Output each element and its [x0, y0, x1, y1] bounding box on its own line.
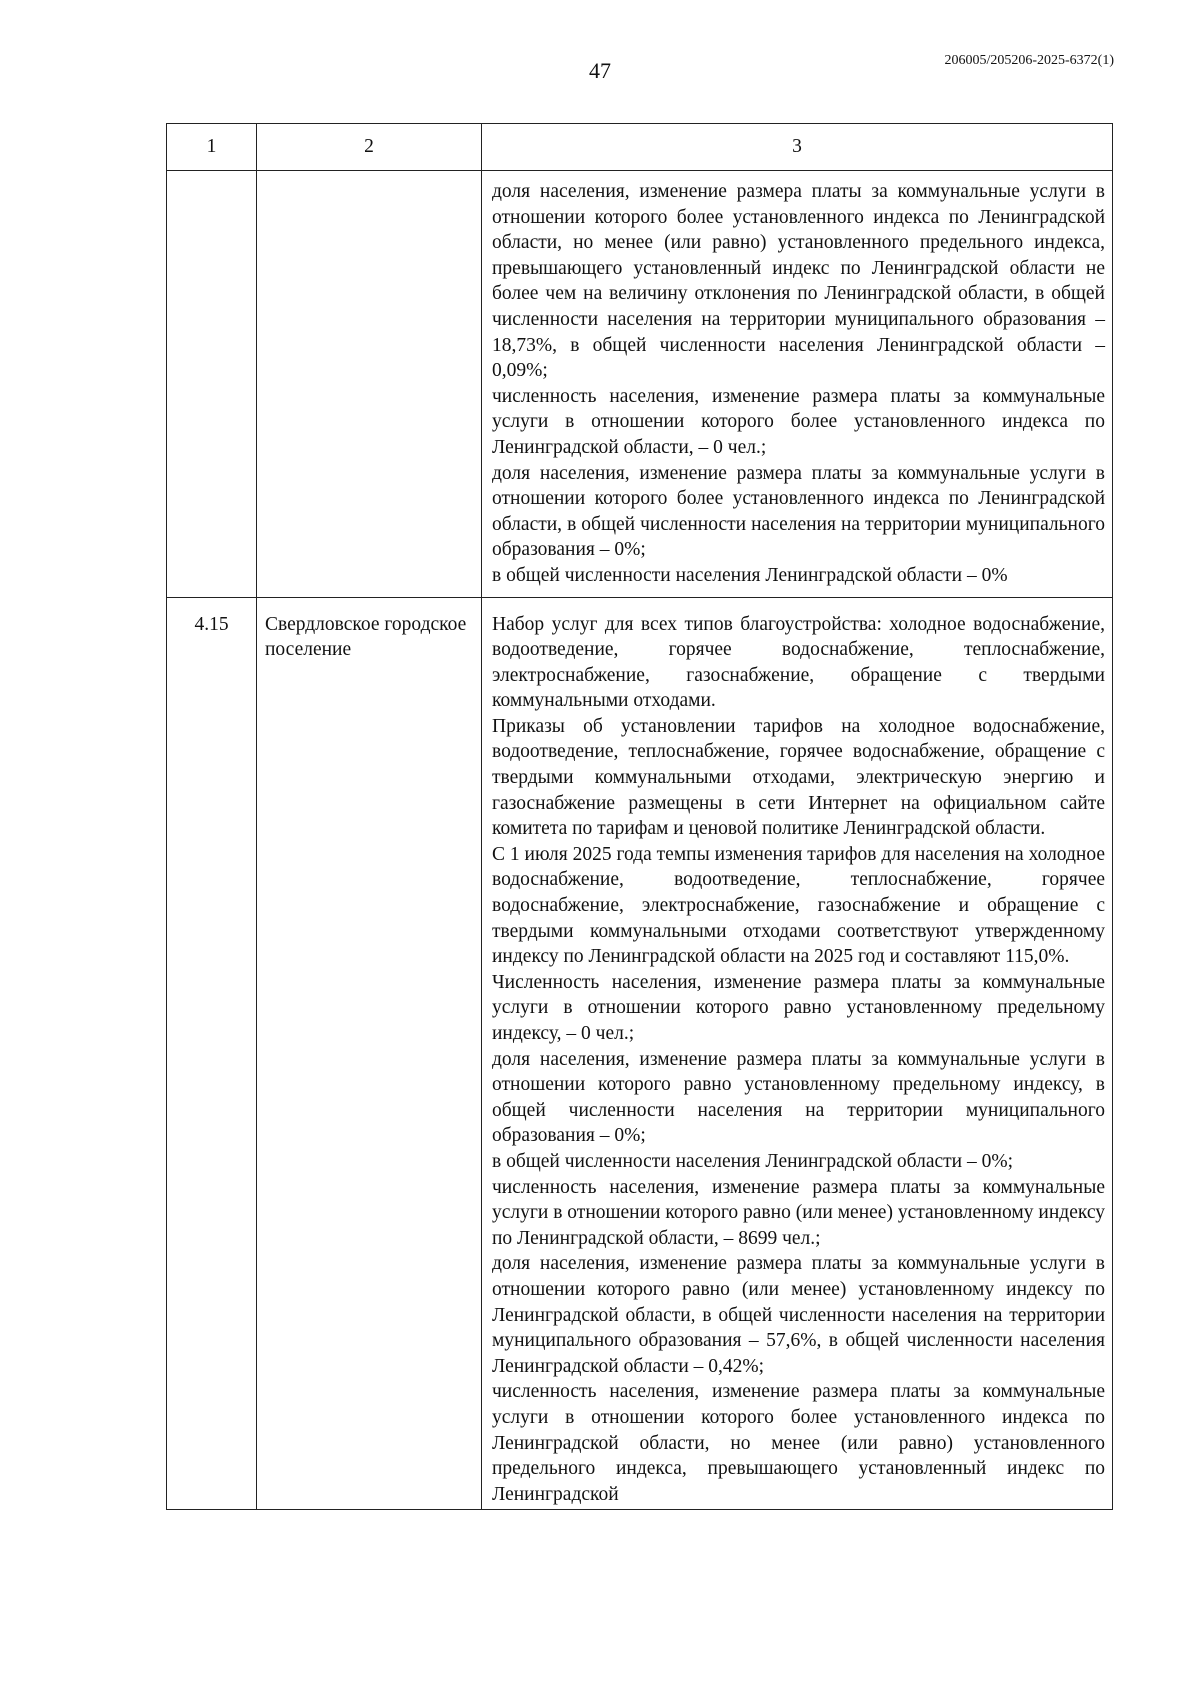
paragraph: доля населения, изменение размера платы за коммунальные услуги в отношении которого равно установленному предельному индексу, в общей численности населения на территории муниципального образования – 0%; [492, 1048, 1105, 1147]
row-name-cell: Свердловское городское поселение [257, 597, 482, 1510]
paragraph: численность населения, изменение размера платы за коммунальные услуги в отношении которого более установленного индекса по Ленинградской области, – 0 чел.; [492, 385, 1105, 458]
page-number: 47 [589, 58, 611, 83]
table-row [167, 171, 1113, 598]
table-row [167, 597, 1113, 1510]
row-number-cell [167, 171, 257, 598]
paragraph: Набор услуг для всех типов благоустройства: холодное водоснабжение, водоотведение, горячее водоснабжение, теплоснабжение, электроснабжение, газоснабжение, обращение с твердыми коммунальными отходами. [492, 613, 1105, 712]
column-header-1: 1 [167, 124, 257, 171]
paragraph: доля населения, изменение размера платы за коммунальные услуги в отношении которого более установленного индекса по Ленинградской области, в общей численности населения на территории муниципального образования – 0%; [492, 462, 1105, 561]
paragraph: в общей численности населения Ленинградской области – 0%; [492, 1150, 1014, 1172]
document-table [166, 123, 1113, 1510]
paragraph: доля населения, изменение размера платы за коммунальные услуги в отношении которого равно (или менее) установленному индексу по Ленинградской области, в общей численности населения на территории муниципального образования – 57,6%, в общей численности населения Ленинградской области – 0,42%; [492, 1253, 1105, 1377]
row-name-cell [257, 171, 482, 598]
paragraph: численность населения, изменение размера платы за коммунальные услуги в отношении которого равно (или менее) установленному индексу по Ленинградской области, – 8699 чел.; [492, 1176, 1105, 1249]
document-code: 206005/205206-2025-6372(1) [944, 53, 1114, 68]
column-header-3: 3 [482, 124, 1113, 171]
table-header-row [167, 124, 1113, 171]
paragraph: Численность населения, изменение размера платы за коммунальные услуги в отношении которого равно установленному предельному индексу, – 0 чел.; [492, 971, 1105, 1044]
row-description-cell [482, 597, 1113, 1510]
row-number-cell: 4.15 [167, 597, 257, 1510]
paragraph: С 1 июля 2025 года темпы изменения тарифов для населения на холодное водоснабжение, водоотведение, теплоснабжение, горячее водоснабжение, электроснабжение, газоснабжение и обращение с твердыми коммунальными отходами соответствуют утвержденному индексу по Ленинградской области на 2025 год и составляют 115,0%. [492, 843, 1105, 968]
paragraph: доля населения, изменение размера платы за коммунальные услуги в отношении которого более установленного индекса по Ленинградской области, но менее (или равно) установленного предельного индекса, превышающего установленный индекс по Ленинградской области не более чем на величину отклонения по Ленинградской области, в общей численности населения на территории муниципального образования – 18,73%, в общей численности населения Ленинградской области – 0,09%; [492, 181, 1105, 382]
paragraph: численность населения, изменение размера платы за коммунальные услуги в отношении которого более установленного индекса по Ленинградской области, но менее (или равно) установленного предельного индекса, превышающего установленный индекс по Ленинградской [492, 1381, 1105, 1505]
row-description-cell [482, 171, 1113, 598]
paragraph: в общей численности населения Ленинградской области – 0% [492, 564, 1008, 586]
column-header-2: 2 [257, 124, 482, 171]
paragraph: Приказы об установлении тарифов на холодное водоснабжение, водоотведение, теплоснабжение, горячее водоснабжение, обращение с твердыми коммунальными отходами, электрическую энергию и газоснабжение размещены в сети Интернет на официальном сайте комитета по тарифам и ценовой политике Ленинградской области. [492, 715, 1105, 840]
